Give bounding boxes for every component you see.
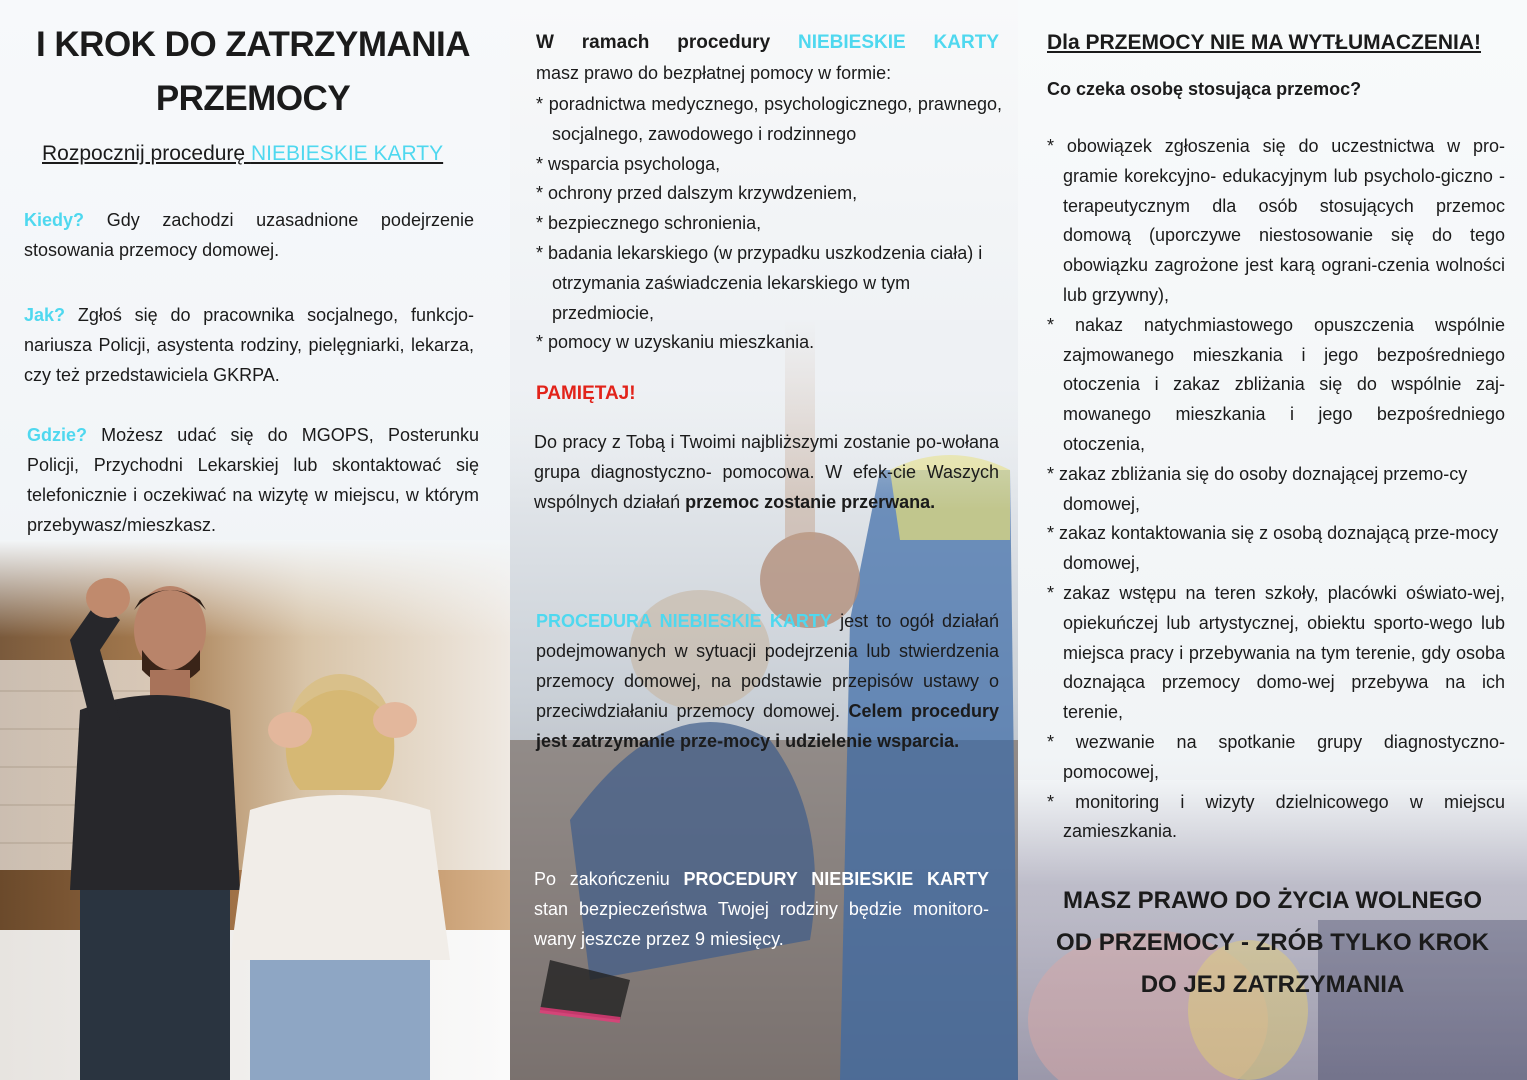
list-item: * bezpiecznego schronienia, bbox=[536, 209, 1002, 239]
no-excuse-heading: Dla PRZEMOCY NIE MA WYTŁUMACZENIA! bbox=[1047, 31, 1481, 54]
procedura-bold: Celem procedury jest zatrzymanie prze-mocy i udzielenie wsparcia. bbox=[536, 701, 999, 751]
list-item: * zakaz kontaktowania się z osobą doznającą prze-mocy domowej, bbox=[1047, 519, 1505, 579]
consequences-list bbox=[1047, 132, 1505, 847]
jak-label: Jak? bbox=[24, 305, 66, 325]
list-item: * wezwanie na spotkanie grupy diagnostyczno-pomocowej, bbox=[1047, 728, 1505, 788]
pamietaj-paragraph bbox=[534, 427, 999, 517]
list-item: * monitoring i wizyty dzielnicowego w miejscu zamieszkania. bbox=[1047, 788, 1505, 848]
po-bold: PROCEDURY NIEBIESKIE KARTY bbox=[683, 869, 989, 889]
kiedy-paragraph bbox=[24, 205, 474, 265]
kiedy-text: Gdy zachodzi uzasadnione podejrzenie stosowania przemocy domowej. bbox=[24, 210, 474, 260]
gdzie-text: Możesz udać się do MGOPS, Posterunku Policji, Przychodni Lekarskiej lub skontaktować się telefonicznie i oczekiwać na wizytę w miejscu, w którym przebywasz/mieszkasz. bbox=[27, 425, 479, 535]
photo-couple-argument bbox=[0, 540, 510, 1080]
list-item: * badania lekarskiego (w przypadku uszkodzenia ciała) i otrzymania zaświadczenia lekarskiego w tym przedmiocie, bbox=[536, 239, 1002, 328]
jak-text: Zgłoś się do pracownika socjalnego, funkcjo-nariusza Policji, asystenta rodziny, pielęgniarki, lekarza, czy też przedstawiciela GKRPA. bbox=[24, 305, 474, 385]
list-item: * zakaz zbliżania się do osoby doznającej przemo-cy domowej, bbox=[1047, 460, 1505, 520]
intro-procedury: procedury bbox=[677, 32, 771, 53]
main-title-line1: I KROK DO ZATRZYMANIA bbox=[35, 25, 471, 64]
procedure-subtitle bbox=[42, 138, 443, 170]
panel-right bbox=[1018, 0, 1527, 1080]
list-item: * obowiązek zgłoszenia się do uczestnictwa w pro-gramie korekcyjno- edukacyjnym lub psycholo-giczno - terapeutycznym dla osób stosujących przemoc domową (uporczywe niestosowanie się do tego obowiązku zagrożone jest karą ograni-czenia wolności lub grzywny), bbox=[1047, 132, 1505, 311]
panel-left bbox=[0, 0, 510, 1080]
list-item: * wsparcia psychologa, bbox=[536, 150, 1002, 180]
closing-line2: OD PRZEMOCY - ZRÓB TYLKO KROK bbox=[1056, 929, 1489, 956]
pamietaj-heading: PAMIĘTAJ! bbox=[536, 383, 636, 404]
intro-niebieskie: NIEBIESKIE bbox=[798, 32, 906, 53]
closing-line3: DO JEJ ZATRZYMANIA bbox=[1140, 971, 1405, 998]
jak-paragraph bbox=[24, 300, 474, 390]
closing-line1: MASZ PRAWO DO ŻYCIA WOLNEGO bbox=[1062, 887, 1483, 914]
gdzie-paragraph bbox=[27, 420, 479, 540]
consequences-question: Co czeka osobę stosująca przemoc? bbox=[1047, 79, 1362, 99]
list-item: * poradnictwa medycznego, psychologicznego, prawnego, socjalnego, zawodowego i rodzinnego bbox=[536, 90, 1002, 150]
intro-ramach: ramach bbox=[581, 32, 650, 53]
rights-intro-line2: masz prawo do bezpłatnej pomocy w formie: bbox=[536, 63, 892, 83]
gdzie-label: Gdzie? bbox=[27, 425, 88, 445]
procedura-paragraph bbox=[536, 606, 999, 756]
rights-intro-line1 bbox=[536, 28, 999, 58]
intro-karty: KARTY bbox=[933, 32, 999, 53]
po-text1: Po zakończeniu bbox=[534, 869, 684, 889]
list-item: * zakaz wstępu na teren szkoły, placówki oświato-wej, opiekuńczej lub artystycznej, obiektu sporto-wego lub miejsca pracy i przebywania na tym terenie, gdy osoba doznająca przemocy domo-wej przebywa na ich terenie, bbox=[1047, 579, 1505, 728]
subtitle-cyan: NIEBIESKIE KARTY bbox=[250, 142, 444, 165]
list-item: * ochrony przed dalszym krzywdzeniem, bbox=[536, 179, 1002, 209]
main-title bbox=[0, 18, 506, 126]
po-paragraph bbox=[534, 864, 989, 954]
pamietaj-bold: przemoc zostanie przerwana. bbox=[685, 492, 936, 512]
list-item: * nakaz natychmiastowego opuszczenia wspólnie zajmowanego mieszkania i jego bezpośredniego otoczenia i zakaz zbliżania się do wspólnie zaj-mowanego mieszkania i jego bezpośredniego otoczenia, bbox=[1047, 311, 1505, 460]
rights-intro bbox=[536, 28, 999, 88]
panel-middle bbox=[510, 0, 1018, 1080]
main-title-line2: PRZEMOCY bbox=[155, 79, 351, 118]
procedura-cyan: PROCEDURA NIEBIESKIE KARTY bbox=[536, 611, 832, 631]
rights-list bbox=[536, 90, 1002, 358]
subtitle-black: Rozpocznij procedurę bbox=[42, 142, 251, 165]
kiedy-label: Kiedy? bbox=[24, 210, 85, 230]
closing-slogan bbox=[1018, 880, 1527, 1006]
intro-w: W bbox=[536, 32, 554, 53]
procedura-text: jest to ogół działań podejmowanych w sytuacji podejrzenia lub stwierdzenia przemocy domowej, na podstawie przepisów ustawy o przeciwdziałaniu przemocy domowej. bbox=[536, 611, 999, 721]
list-item: * pomocy w uzyskaniu mieszkania. bbox=[536, 328, 1002, 358]
woman-figure bbox=[210, 660, 470, 1080]
po-text2: stan bezpieczeństwa Twojej rodziny będzie monitoro-wany jeszcze przez 9 miesięcy. bbox=[534, 899, 989, 949]
pamietaj-text: Do pracy z Tobą i Twoimi najbliższymi zostanie po-wołana grupa diagnostyczno- pomocowa. W efek-cie Waszych wspólnych działań bbox=[534, 432, 999, 512]
